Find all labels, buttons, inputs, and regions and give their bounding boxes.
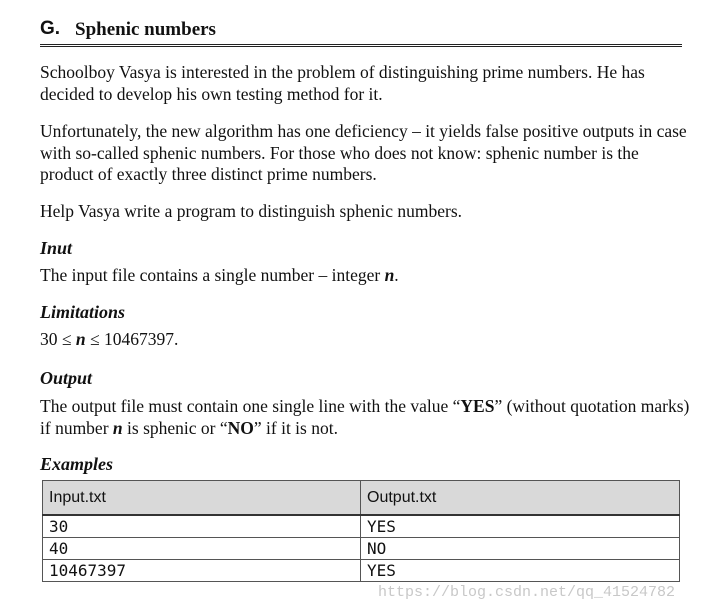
problem-letter: G. bbox=[40, 18, 61, 39]
example-input-cell: 40 bbox=[43, 538, 361, 560]
input-variable: n bbox=[384, 265, 395, 285]
example-output-cell: NO bbox=[361, 538, 680, 560]
output-text-4: ” if it is not. bbox=[253, 417, 338, 438]
examples-heading: Examples bbox=[40, 454, 114, 474]
table-row bbox=[43, 560, 680, 582]
input-text-after: . bbox=[394, 265, 399, 285]
output-description bbox=[40, 396, 690, 439]
limitations-left: 30 ≤ bbox=[40, 329, 76, 349]
problem-title bbox=[40, 18, 682, 47]
statement-paragraph-3: Help Vasya write a program to distinguish sphenic numbers. bbox=[40, 201, 463, 221]
examples-header-input: Input.txt bbox=[43, 481, 361, 516]
output-text-1: The output file must contain one single line with the value “ bbox=[40, 396, 461, 416]
table-row bbox=[43, 515, 680, 538]
examples-table bbox=[42, 480, 680, 582]
output-yes: YES bbox=[460, 396, 495, 416]
problem-title-text: Sphenic numbers bbox=[75, 19, 216, 40]
output-no: NO bbox=[227, 417, 254, 438]
examples-header-output: Output.txt bbox=[361, 481, 680, 516]
example-input-cell: 30 bbox=[43, 515, 361, 538]
statement-paragraph-1: Schoolboy Vasya is interested in the problem of distinguishing prime numbers. He has decided to develop his own testing method for it. bbox=[40, 62, 645, 104]
limitations-heading: Limitations bbox=[40, 302, 126, 322]
output-heading: Output bbox=[40, 368, 93, 388]
output-variable: n bbox=[112, 417, 123, 438]
examples-header-row bbox=[43, 481, 680, 516]
example-output-cell: YES bbox=[361, 515, 680, 538]
output-text-2: ” (without quotation marks) if number bbox=[40, 396, 690, 438]
limitations-variable: n bbox=[75, 329, 86, 349]
output-text-3: is sphenic or “ bbox=[122, 417, 228, 438]
statement-paragraph-2: Unfortunately, the new algorithm has one deficiency – it yields false positive outputs in case with so-called sphenic numbers. For those who does not know: sphenic number is the product of exactly three distinct prime numbers. bbox=[40, 121, 687, 184]
input-heading: Inut bbox=[40, 238, 73, 258]
table-row bbox=[43, 538, 680, 560]
watermark: https://blog.csdn.net/qq_41524782 bbox=[378, 584, 676, 601]
limitations-description bbox=[40, 329, 178, 350]
input-description bbox=[40, 265, 399, 286]
limitations-right: ≤ 10467397. bbox=[85, 329, 179, 349]
example-output-cell: YES bbox=[361, 560, 680, 582]
input-text-before: The input file contains a single number – integer bbox=[40, 265, 385, 285]
example-input-cell: 10467397 bbox=[43, 560, 361, 582]
